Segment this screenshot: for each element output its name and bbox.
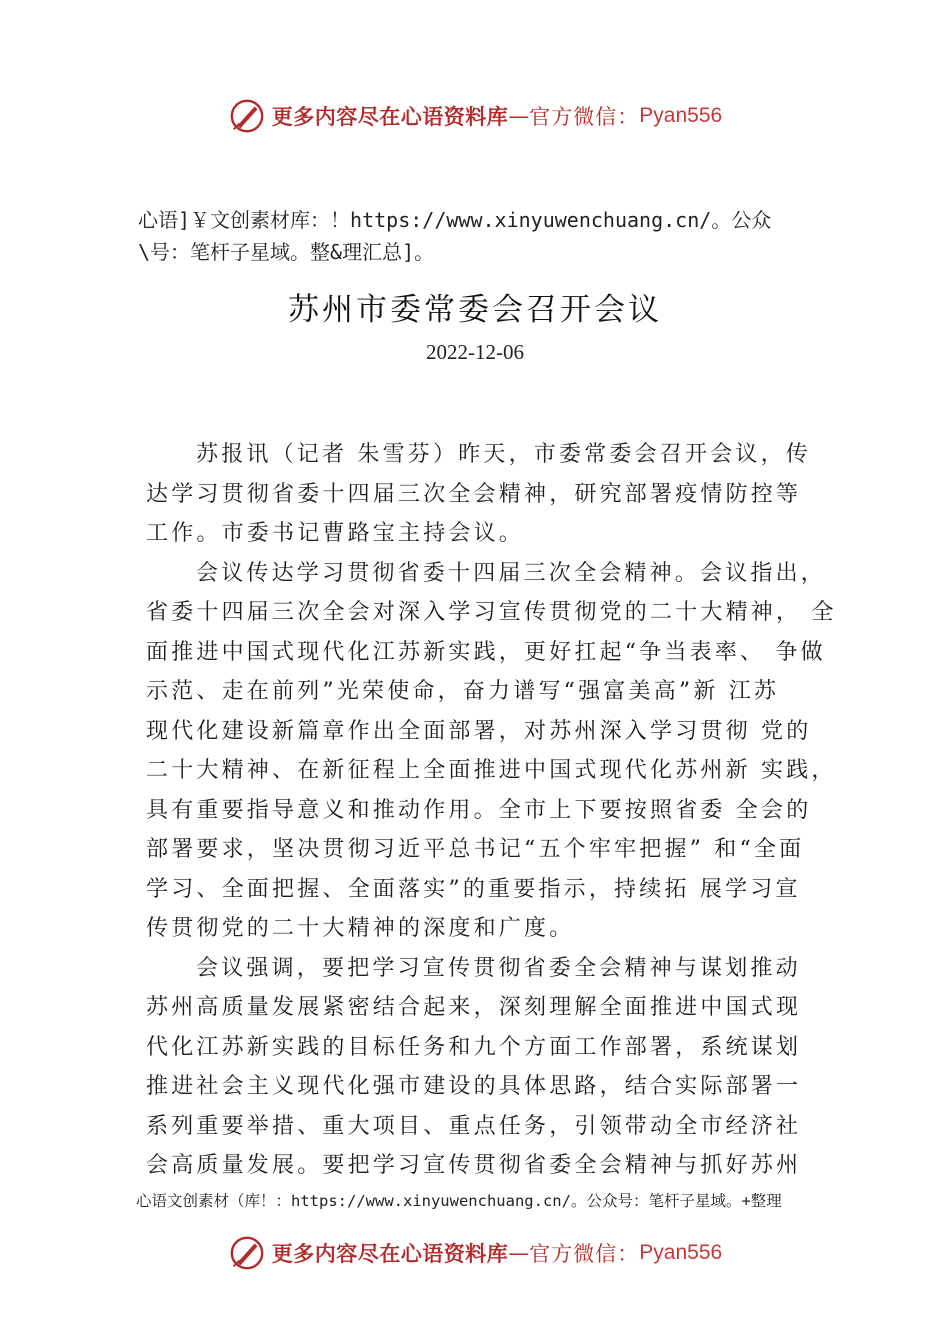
body-line: 工作。市委书记曹路宝主持会议。 xyxy=(146,521,525,546)
body-line: 省委十四届三次全会对深入学习宣传贯彻党的二十大精神， 全 xyxy=(146,600,837,625)
quill-logo-icon xyxy=(228,1234,266,1272)
body-line: 推进社会主义现代化强市建设的具体思路，结合实际部署一 xyxy=(146,1074,802,1099)
official-label: 官方微信： xyxy=(529,105,640,129)
article-title: 苏州市委常委会召开会议 xyxy=(288,292,662,328)
body-line: 苏报讯（记者 朱雪芬）昨天，市委常委会召开会议，传 xyxy=(196,442,811,467)
header-banner xyxy=(0,96,950,136)
banner-dash: — xyxy=(508,104,530,128)
watermark-top xyxy=(138,204,858,268)
brand-text: 更多内容尽在心语资料库 xyxy=(271,1242,509,1266)
wechat-id: Pyan556 xyxy=(639,1241,723,1264)
quill-logo-icon xyxy=(228,97,266,135)
body-line: 会议强调，要把学习宣传贯彻省委全会精神与谋划推动 xyxy=(196,955,801,981)
footer-banner xyxy=(0,1233,950,1273)
watermark-top-line-1: 心语]￥文创素材库：！https://www.xinyuwenchuang.cn/。公众 xyxy=(138,208,772,232)
body-line: 苏州高质量发展紧密结合起来，深刻理解全面推进中国式现 xyxy=(146,995,802,1020)
watermark-bottom: 心语文创素材（库！：https://www.xinyuwenchuang.cn/。公众号：笔杆子星域。+整理 xyxy=(136,1192,782,1210)
body-line: 代化江苏新实践的目标任务和九个方面工作部署，系统谋划 xyxy=(146,1034,802,1060)
body-line: 具有重要指导意义和推动作用。全市上下要按照省委 全会的 xyxy=(146,797,812,823)
banner-dash: — xyxy=(508,1241,530,1265)
body-line: 学习、全面把握、全面落实”的重要指示，持续拓 展学习宣 xyxy=(146,876,801,902)
body-line: 传贯彻党的二十大精神的深度和广度。 xyxy=(146,916,575,941)
body-line: 会高质量发展。要把学习宣传贯彻省委全会精神与抓好苏州 xyxy=(146,1153,802,1178)
wechat-id: Pyan556 xyxy=(639,104,723,127)
body-line: 二十大精神、在新征程上全面推进中国式现代化苏州新 实践， xyxy=(146,758,837,783)
article-body xyxy=(146,435,836,1186)
official-label: 官方微信： xyxy=(529,1242,640,1266)
brand-text: 更多内容尽在心语资料库 xyxy=(271,105,509,129)
article-date: 2022-12-06 xyxy=(426,340,524,364)
body-line: 系列重要举措、重大项目、重点任务，引领带动全市经济社 xyxy=(146,1113,802,1139)
body-line: 会议传达学习贯彻省委十四届三次全会精神。会议指出， xyxy=(196,560,827,586)
body-line: 面推进中国式现代化江苏新实践，更好扛起“争当表率、 争做 xyxy=(146,639,826,665)
body-line: 现代化建设新篇章作出全面部署，对苏州深入学习贯彻 党的 xyxy=(146,718,812,744)
body-line: 部署要求，坚决贯彻习近平总书记“五个牢牢把握” 和“全面 xyxy=(146,837,805,862)
watermark-top-line-2: \号：笔杆子星域。整&理汇总]。 xyxy=(138,240,435,264)
body-line: 达学习贯彻省委十四届三次全会精神，研究部署疫情防控等 xyxy=(146,481,802,507)
body-line: 示范、走在前列”光荣使命，奋力谱写“强富美高”新 江苏 xyxy=(146,679,780,704)
